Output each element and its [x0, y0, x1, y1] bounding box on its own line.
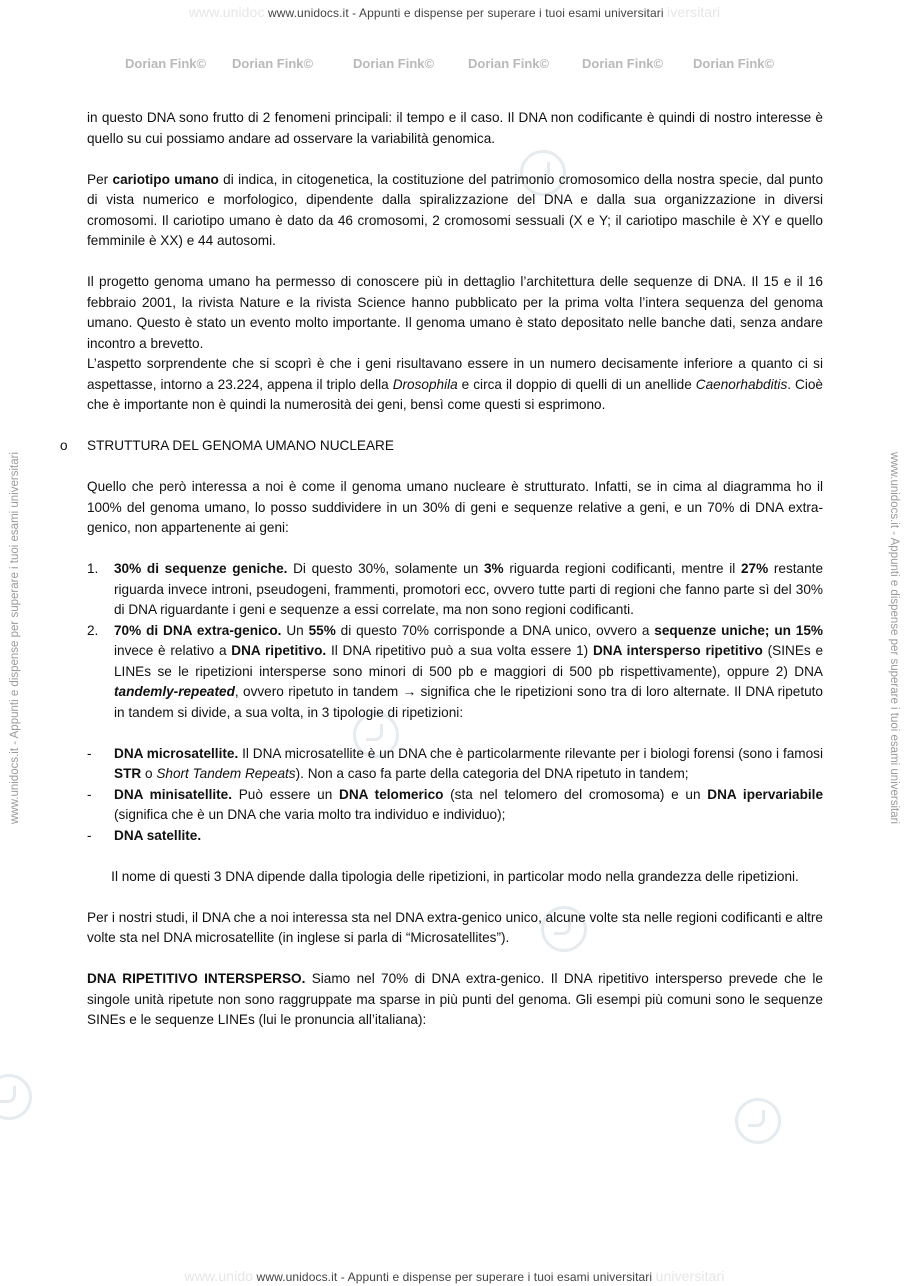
paragraph-genome-project: Il progetto genoma umano ha permesso di conoscere più in dettaglio l’architettura delle sequenze di DNA. Il 15 e il 16 febbraio 2001, la rivista Nature e la rivista Science hanno pubblicato per la prima volta l’intera sequenza del genoma umano. Questo è stato un evento molto importante. Il genoma umano è stato depositato nelle banche dati, senza andare incontro a brevetto.	[87, 274, 823, 351]
text: significa che le ripetizioni sono tra di loro alternate. Il DNA ripetuto in tandem si divide, a sua volta, in 3 tipologie di ripetizioni:	[114, 684, 823, 720]
list-number: 2.	[87, 622, 99, 638]
text: riguarda regioni codificanti, mentre il	[503, 561, 741, 576]
paragraph-structure: Quello che però interessa a noi è come il genoma umano nucleare è strutturato. Infatti, se in cima al diagramma ho il 100% del genoma umano, lo posso suddividere in un 30% di geni e sequenze relative a geni, e un 70% di DNA extra-genico, non appartenente ai geni:	[87, 479, 823, 535]
text: e circa il doppio di quelli di un anellide	[457, 376, 696, 392]
section-heading	[60, 436, 823, 457]
section-title: STRUTTURA DEL GENOMA UMANO NUCLEARE	[87, 438, 394, 453]
list-item	[87, 785, 823, 826]
bold-term: 3%	[483, 561, 504, 576]
bold-term: DNA ipervariabile	[707, 786, 824, 802]
logo-watermark-icon	[735, 1098, 781, 1144]
centered-note: Il nome di questi 3 DNA dipende dalla tipologia delle ripetizioni, in particolar modo nella grandezza delle ripetizioni.	[111, 868, 799, 884]
author-name: Dorian Fink©	[582, 56, 664, 71]
bold-term: DNA intersperso ripetitivo	[592, 643, 763, 658]
text: Può essere un	[232, 786, 340, 802]
italic-term: Drosophila	[392, 376, 458, 392]
bold-term: 27%	[740, 561, 769, 576]
text: Il DNA microsatellite è un DNA che è particolarmente rilevante per i biologi forensi (sono i famosi	[238, 745, 823, 761]
bold-term: STR	[114, 766, 142, 781]
text: (significa che è un DNA che varia molto tra individuo e individuo);	[114, 807, 506, 822]
paragraph-karyotype	[87, 170, 823, 252]
dash-marker: -	[87, 745, 92, 761]
text: o	[141, 766, 157, 781]
bold-term: DNA satellite.	[114, 827, 202, 843]
bold-term: DNA minisatellite.	[114, 786, 233, 802]
text: Il DNA ripetitivo può a sua volta essere 1)	[326, 643, 593, 658]
paragraph-studies: Per i nostri studi, il DNA che a noi interessa sta nel DNA extra-genico unico, alcune volte sta nelle regioni codificanti e altre volte sta nel DNA microsatellite (in inglese si parla di “Microsatellites”).	[87, 909, 823, 945]
text: (sta nel telomero del cromosoma) e un	[443, 786, 708, 802]
dash-marker: -	[87, 786, 92, 802]
text: (SINEs e LINEs se le ripetizioni intersperse sono minori di 500 pb e maggiori di 500 pb rispettivamente), oppure 2) DNA	[114, 643, 824, 679]
bold-term: 70% di DNA extra-genico.	[114, 622, 282, 638]
text: ). Non a caso fa parte della categoria del DNA ripetuto in tandem;	[295, 766, 689, 781]
text: Un	[281, 622, 309, 638]
text: di questo 70% corrisponde a DNA unico, ovvero a	[335, 622, 655, 638]
bold-term: 30% di sequenze geniche.	[114, 561, 288, 576]
header-watermark-text: www.unidocs.it - Appunti e dispense per superare i tuoi esami universitari	[267, 6, 664, 20]
list-item	[87, 621, 823, 724]
bold-term: DNA telomerico	[339, 786, 444, 802]
author-name: Dorian Fink©	[693, 56, 775, 71]
paragraph: in questo DNA sono frutto di 2 fenomeni principali: il tempo e il caso. Il DNA non codificante è quindi di nostro interesse è quello su cui possiamo andare ad osservare la variabilità genomica.	[87, 110, 823, 146]
author-name: Dorian Fink©	[353, 56, 435, 71]
text: restante riguarda invece introni, pseudogeni, frammenti, promotori ecc, ovvero tutte parti di regioni che fanno parte sì del 30% di DNA riguardante i geni e sequenze a essi correlate, ma non sono regioni codificanti.	[114, 561, 824, 617]
arrow-icon: →	[402, 684, 417, 699]
header-faint-right: iversitari	[667, 4, 721, 20]
bold-term: DNA RIPETITIVO INTERSPERSO.	[87, 971, 306, 986]
footer-watermark	[0, 1268, 909, 1284]
footer-faint-right: universitari	[655, 1268, 725, 1284]
footer-watermark-text: www.unidocs.it - Appunti e dispense per superare i tuoi esami universitari	[256, 1270, 653, 1284]
text: Per	[87, 171, 113, 187]
document-body	[60, 108, 824, 1051]
paragraph-interspersed	[87, 969, 823, 1031]
author-name: Dorian Fink©	[125, 56, 207, 71]
author-row	[0, 56, 909, 76]
left-side-watermark: www.unidocs.it - Appunti e dispense per superare i tuoi esami universitari	[9, 451, 21, 825]
text: Siamo nel 70% di DNA extra-genico. Il DNA ripetitivo intersperso prevede che le singole unità ripetute non sono raggruppate ma sparse in più punti del genoma. Gli esempi più comuni sono le sequenze SINEs e le sequenze LINEs (lui le pronuncia all’italiana):	[87, 971, 823, 1027]
header-faint-left: www.unidoc	[188, 4, 265, 20]
logo-watermark-icon	[0, 1074, 32, 1120]
bold-term: un 15%	[774, 622, 823, 638]
footer-faint-left: www.unido	[184, 1268, 254, 1284]
text: L’aspetto sorprendente che si scoprì è che i geni risultavano essere in un numero decisamente inferiore a quanto ci si aspettasse, intorno a 23.224, appena il triplo della	[87, 356, 823, 392]
dash-list	[87, 744, 823, 847]
list-item	[87, 559, 823, 621]
text: invece è relativo a	[114, 643, 232, 658]
bullet-circle: o	[60, 438, 68, 453]
list-number: 1.	[87, 561, 99, 576]
text: , ovvero ripetuto in tandem	[234, 684, 403, 699]
bold-term: sequenze uniche;	[654, 622, 770, 638]
text: Di questo 30%, solamente un	[287, 561, 484, 576]
text: . Cioè che è importante non è quindi la numerosità dei geni, bensì come questi si esprimono.	[87, 376, 823, 412]
text: di indica, in citogenetica, la costituzione del patrimonio cromosomico della nostra specie, dal punto di vista numerico e morfologico, dipendente dalla spiralizzazione del DNA e dalla sua organizzazione in diversi cromosomi. Il cariotipo umano è dato da 46 cromosomi, 2 cromosomi sessuali (X e Y; il cariotipo maschile è XY e quello femminile è XX) e 44 autosomi.	[87, 171, 823, 248]
paragraph-genes	[87, 354, 823, 416]
bold-term: DNA ripetitivo.	[231, 643, 327, 658]
author-name: Dorian Fink©	[468, 56, 550, 71]
list-item	[87, 826, 823, 847]
dash-marker: -	[87, 827, 92, 843]
italic-term: Short Tandem Repeats	[156, 766, 296, 781]
italic-term: Caenorhabditis	[695, 376, 788, 392]
bold-italic-term: tandemly-repeated	[114, 684, 235, 699]
bold-term: 55%	[308, 622, 336, 638]
numbered-list	[87, 559, 823, 723]
bold-term: cariotipo umano	[112, 171, 219, 187]
right-side-watermark: www.unidocs.it - Appunti e dispense per superare i tuoi esami universitari	[888, 451, 900, 825]
header-watermark	[0, 4, 909, 20]
author-name: Dorian Fink©	[232, 56, 314, 71]
bold-term: DNA microsatellite.	[114, 745, 239, 761]
list-item	[87, 744, 823, 785]
